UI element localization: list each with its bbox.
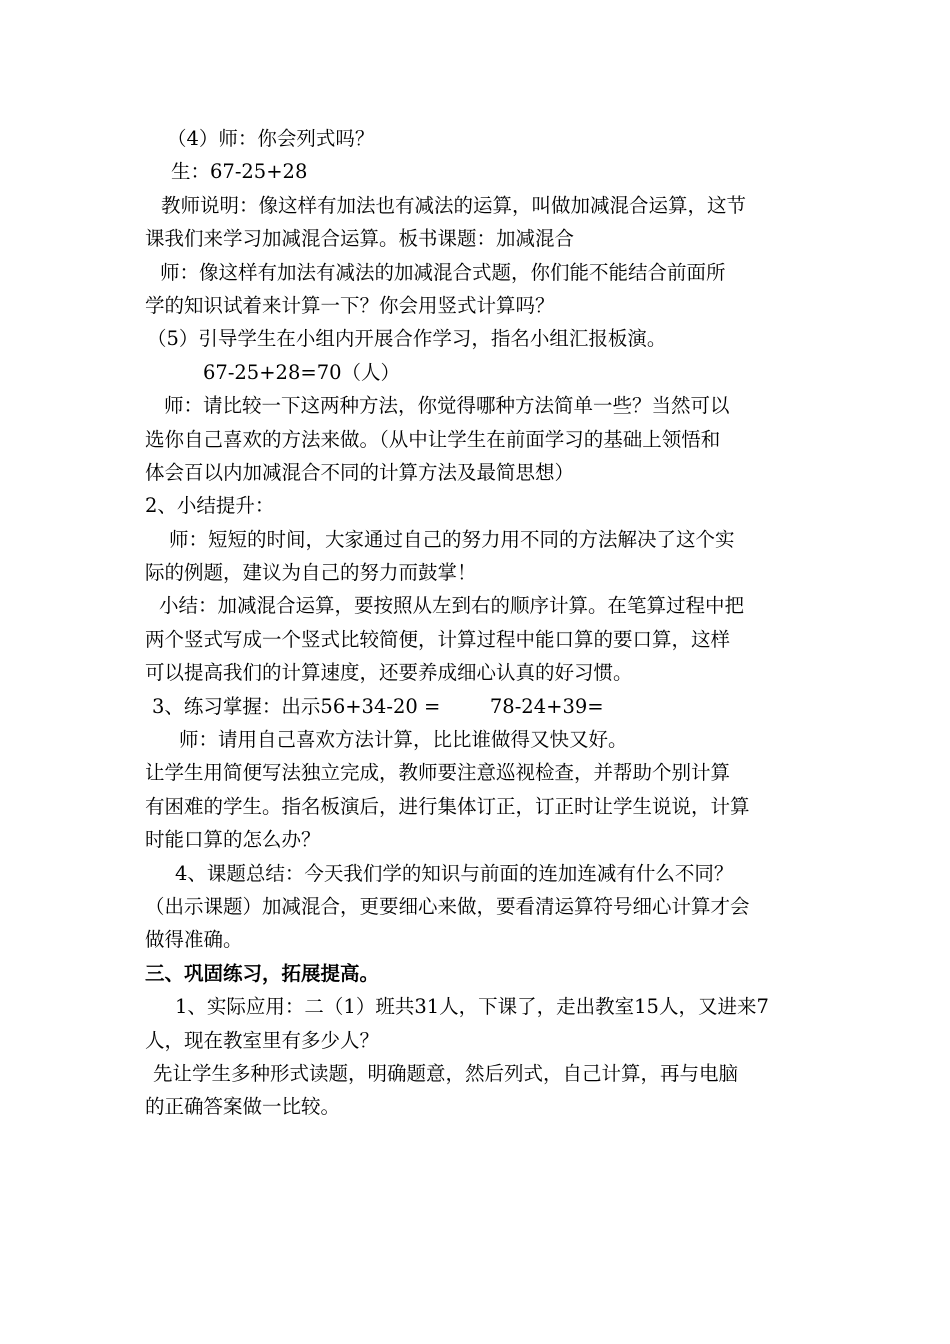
text-line: 做得准确。 (145, 928, 243, 952)
text-line: 3、练习掌握：出示56+34-20 = 78-24+39= (152, 694, 604, 718)
text-line: 2、小结提升： (145, 494, 275, 518)
text-line: 人，现在教室里有多少人？ (145, 1028, 380, 1052)
text-line: 先让学生多种形式读题，明确题意，然后列式，自己计算，再与电脑 (153, 1061, 739, 1085)
text-line: 67-25+28=70（人） (203, 360, 401, 384)
text-line: 选你自己喜欢的方法来做。（从中让学生在前面学习的基础上领悟和 (145, 427, 721, 451)
text-line: 的正确答案做一比较。 (145, 1095, 341, 1119)
document-page (145, 122, 815, 1124)
text-line: 让学生用简便写法独立完成，教师要注意巡视检查，并帮助个别计算 (145, 761, 731, 785)
section-heading: 三、巩固练习，拓展提高。 (145, 961, 380, 985)
text-line: 师：请用自己喜欢方法计算，比比谁做得又快又好。 (179, 728, 628, 752)
text-line: （出示课题）加减混合，更要细心来做，要看清运算符号细心计算才会 (145, 894, 750, 918)
text-line: 4、课题总结：今天我们学的知识与前面的连加连减有什么不同？ (175, 861, 734, 885)
text-line: 教师说明：像这样有加法也有减法的运算，叫做加减混合运算，这节 (161, 193, 747, 217)
text-line: 时能口算的怎么办？ (145, 828, 321, 852)
text-line: 可以提高我们的计算速度，还要养成细心认真的好习惯。 (145, 661, 633, 685)
text-line: 师：像这样有加法有减法的加减混合式题，你们能不能结合前面所 (160, 260, 726, 284)
text-line: 小结：加减混合运算，要按照从左到右的顺序计算。在笔算过程中把 (159, 594, 745, 618)
text-line: 体会百以内加减混合不同的计算方法及最简思想） (145, 460, 575, 484)
text-line: 生：67-25+28 (171, 160, 308, 184)
text-line: （5）引导学生在小组内开展合作学习，指名小组汇报板演。 (147, 327, 667, 351)
text-line: 课我们来学习加减混合运算。板书课题：加减混合 (145, 227, 575, 251)
text-line: 师：短短的时间，大家通过自己的努力用不同的方法解决了这个实 (169, 527, 735, 551)
text-line: 有困难的学生。指名板演后，进行集体订正，订正时让学生说说，计算 (145, 794, 750, 818)
text-line: 师：请比较一下这两种方法，你觉得哪种方法简单一些？当然可以 (164, 394, 730, 418)
text-line: 1、实际应用：二（1）班共31人，下课了，走出教室15人，又进来7 (175, 995, 769, 1019)
text-line: 两个竖式写成一个竖式比较简便，计算过程中能口算的要口算，这样 (145, 627, 731, 651)
text-line: 学的知识试着来计算一下？你会用竖式计算吗？ (145, 293, 555, 317)
text-line: （4）师：你会列式吗？ (167, 127, 375, 150)
text-line: 际的例题，建议为自己的努力而鼓掌！ (145, 561, 477, 585)
